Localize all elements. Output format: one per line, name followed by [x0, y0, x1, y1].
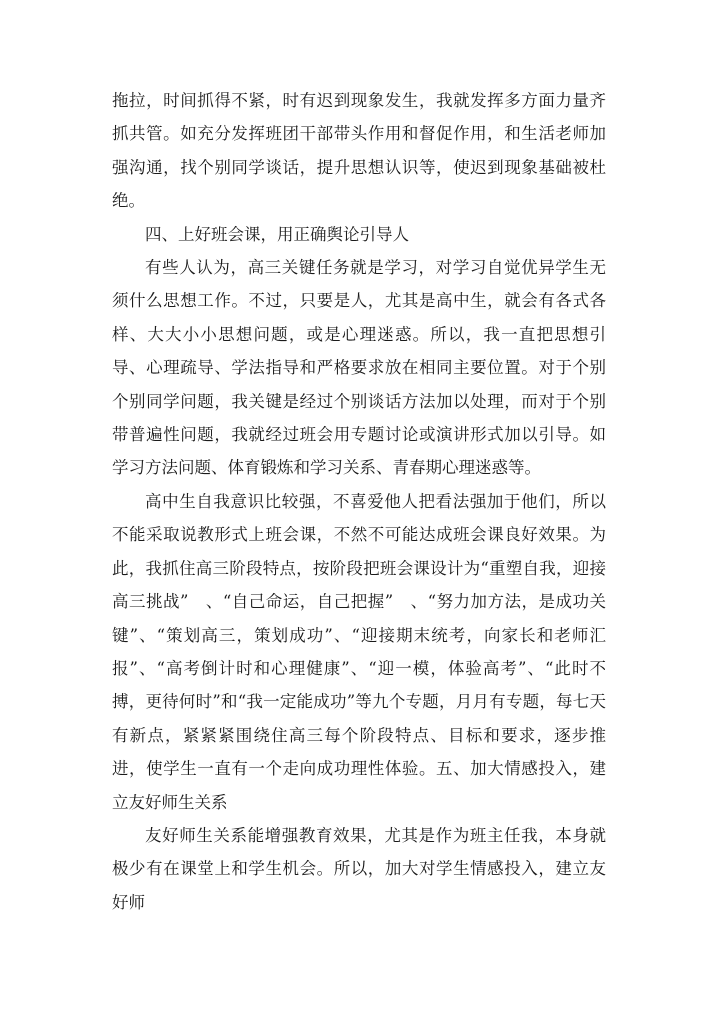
paragraph-thought-guidance: 有些人认为，高三关键任务就是学习，对学习自觉优异学生无须什么思想工作。不过，只要是人，尤其是高中生，就会有各式各样、大大小小思想问题，或是心理迷惑。所以，我一直把思想引导、心理疏导、学法指导和严格要求放在相同主要位置。对于个别个别同学问题，我关键是经过个别谈话方法加以处理，而对于个别带普遍性问题，我就经过班会用专题讨论或演讲形式加以引导。如学习方法问题、体育锻炼和学习关系、青春期心理迷惑等。: [112, 258, 606, 478]
document-body: [112, 84, 606, 919]
paragraph-continuation: 拖拉，时间抓得不紧，时有迟到现象发生，我就发挥多方面力量齐抓共管。如充分发挥班团干部带头作用和督促作用，和生活老师加强沟通，找个别同学谈话，提升思想认识等，使迟到现象基础被杜绝。: [112, 91, 606, 211]
paragraph-class-meeting-topics: 高中生自我意识比较强，不喜爱他人把看法强加于他们，所以不能采取说教形式上班会课，不然不可能达成班会课良好效果。为此，我抓住高三阶段特点，按阶段把班会课设计为“重塑自我，迎接高三挑战” 、“自己命运，自己把握” 、“努力加方法，是成功关键”、“策划高三，策划成功”、“迎接期末统考，向家长和老师汇报”、“高考倒计时和心理健康”、“迎一模，体验高考”、“此时不搏，更待何时”和“我一定能成功”等九个专题，月月有专题，每七天有新点，紧紧紧围绕住高三每个阶段特点、目标和要求，逐步推进，使学生一直有一个走向成功理性体验。五、加大情感投入，建立友好师生关系: [112, 491, 606, 812]
section-heading-class-meeting: 四、上好班会课，用正确舆论引导人: [145, 224, 409, 244]
paragraph-teacher-student-relation: 友好师生关系能增强教育效果，尤其是作为班主任我，本身就极少有在课堂上和学生机会。所以，加大对学生情感投入，建立友好师: [112, 825, 606, 912]
